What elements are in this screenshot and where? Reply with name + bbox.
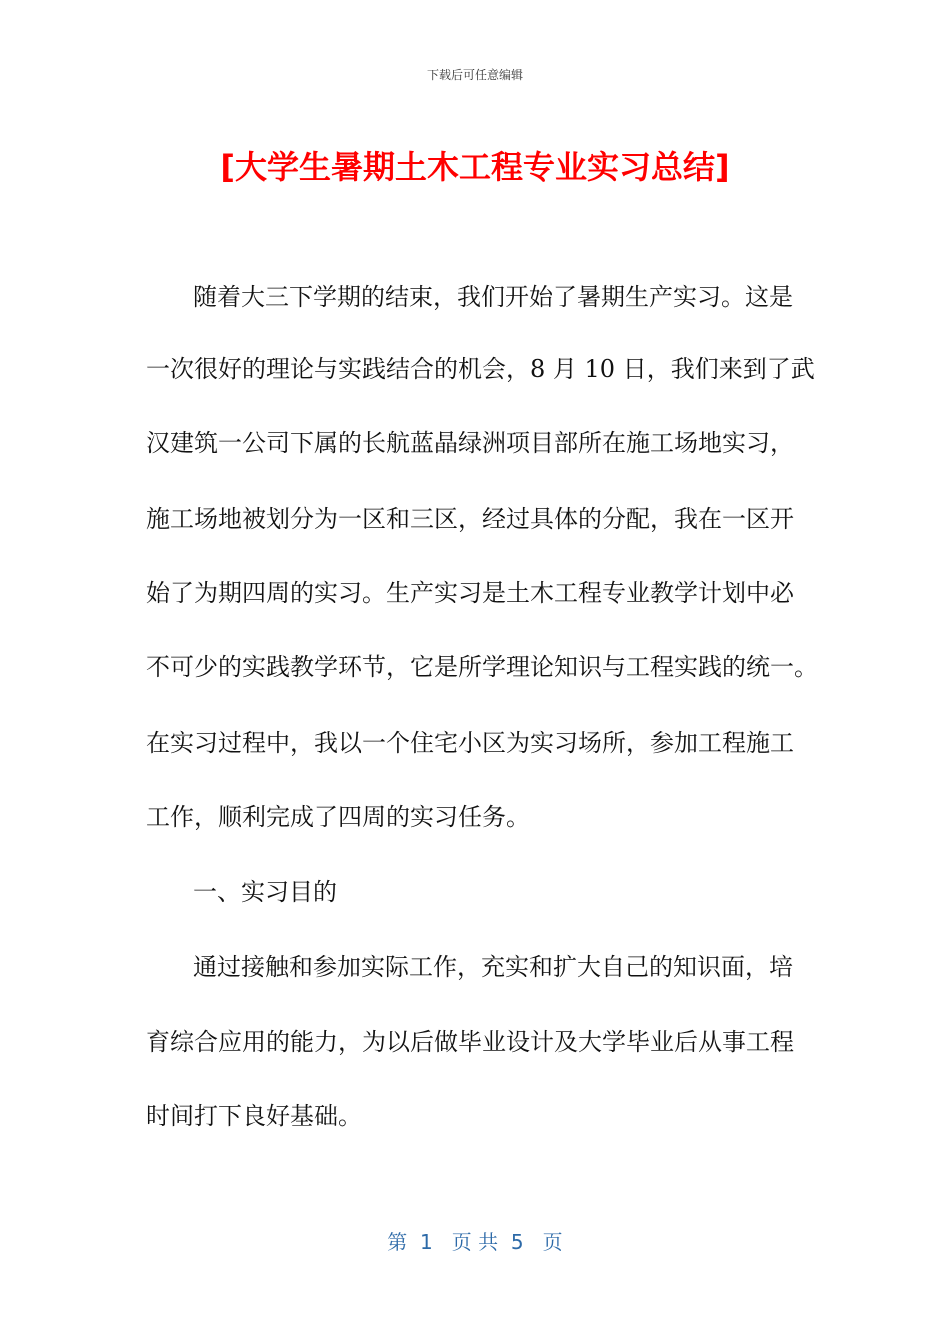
header-note: 下载后可任意编辑	[426, 68, 523, 82]
paragraph-line: 始了为期四周的实习。生产实习是土木工程专业教学计划中必	[146, 579, 794, 607]
paragraph-line: 工作，顺利完成了四周的实习任务。	[146, 803, 530, 831]
paragraph-line: 通过接触和参加实际工作，充实和扩大自己的知识面，培	[193, 953, 793, 981]
paragraph-line: 在实习过程中，我以一个住宅小区为实习场所，参加工程施工	[146, 729, 794, 757]
paragraph-line: 随着大三下学期的结束，我们开始了暑期生产实习。这是	[193, 283, 793, 311]
paragraph-line: 育综合应用的能力，为以后做毕业设计及大学毕业后从事工程	[146, 1028, 794, 1056]
paragraph-line: 汉建筑一公司下属的长航蓝晶绿洲项目部所在施工场地实习，	[146, 429, 794, 457]
paragraph-line: 施工场地被划分为一区和三区，经过具体的分配，我在一区开	[146, 505, 794, 533]
page-footer: 第 1 页 共 5 页	[387, 1230, 563, 1254]
paragraph-line: 不可少的实践教学环节，它是所学理论知识与工程实践的统一。	[146, 653, 818, 681]
section-heading: 一、实习目的	[193, 878, 337, 906]
paragraph-line: 时间打下良好基础。	[146, 1102, 362, 1130]
paragraph-line: 一次很好的理论与实践结合的机会，8 月 10 日，我们来到了武	[146, 355, 815, 383]
document-title: [大学生暑期土木工程专业实习总结]	[220, 148, 730, 186]
